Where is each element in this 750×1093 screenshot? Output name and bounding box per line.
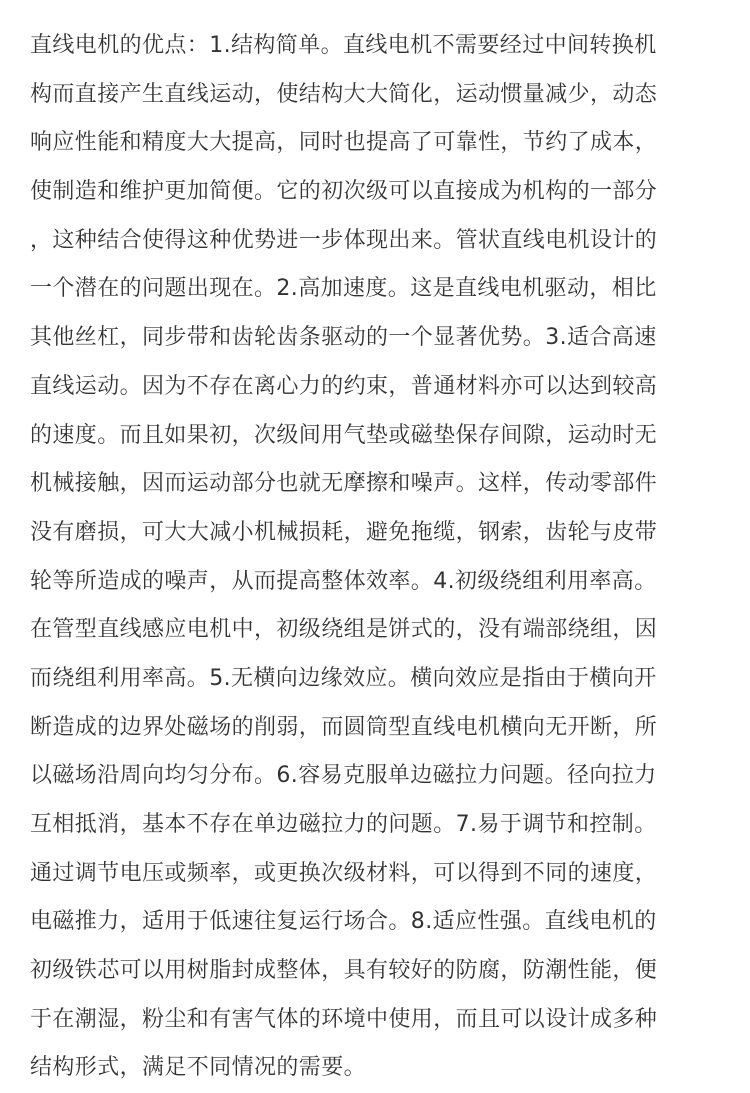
text-line: 通过调节电压或频率，或更换次级材料，可以得到不同的速度， <box>30 860 658 886</box>
text-line: 于在潮湿，粉尘和有害气体的环境中使用，而且可以设计成多种 <box>30 1006 658 1032</box>
text-line: 一个潜在的问题出现在。2.高加速度。这是直线电机驱动，相比 <box>30 276 657 302</box>
text-line: 使制造和维护更加简便。它的初次级可以直接成为机构的一部分 <box>30 179 658 205</box>
text-line: 而绕组利用率高。5.无横向边缘效应。横向效应是指由于横向开 <box>30 665 657 691</box>
text-line: 机械接触，因而运动部分也就无摩擦和噪声。这样，传动零部件 <box>30 471 658 497</box>
text-line: 轮等所造成的噪声，从而提高整体效率。4.初级绕组利用率高。 <box>30 568 657 594</box>
article-body <box>30 22 720 1093</box>
text-line: 互相抵消，基本不存在单边磁拉力的问题。7.易于调节和控制。 <box>30 812 657 837</box>
text-line: 电磁推力，适用于低速往复运行场合。8.适应性强。直线电机的 <box>30 909 657 935</box>
text-line: 响应性能和精度大大提高，同时也提高了可靠性，节约了成本， <box>30 130 658 156</box>
text-line: 直线电机的优点：1.结构简单。直线电机不需要经过中间转换机 <box>30 33 657 58</box>
text-line: 其他丝杠，同步带和齿轮齿条驱动的一个显著优势。3.适合高速 <box>30 325 657 351</box>
text-line: 没有磨损，可大大减小机械损耗，避免拖缆，钢索，齿轮与皮带 <box>30 519 658 545</box>
text-line: 以磁场沿周向均匀分布。6.容易克服单边磁拉力问题。径向拉力 <box>30 763 657 789</box>
text-line: ，这种结合使得这种优势进一步体现出来。管状直线电机设计的 <box>30 227 658 253</box>
text-line: 初级铁芯可以用树脂封成整体，具有较好的防腐，防潮性能，便 <box>30 958 658 984</box>
text-line: 结构形式，满足不同情况的需要。 <box>30 1055 367 1081</box>
text-line: 直线运动。因为不存在离心力的约束，普通材料亦可以达到较高 <box>30 373 658 399</box>
text-line: 在管型直线感应电机中，初级绕组是饼式的，没有端部绕组，因 <box>30 617 658 643</box>
text-line: 构而直接产生直线运动，使结构大大简化，运动惯量减少，动态 <box>30 81 658 107</box>
text-line: 断造成的边界处磁场的削弱，而圆筒型直线电机横向无开断，所 <box>30 714 658 740</box>
text-line: 的速度。而且如果初，次级间用气垫或磁垫保存间隙，运动时无 <box>30 422 658 448</box>
